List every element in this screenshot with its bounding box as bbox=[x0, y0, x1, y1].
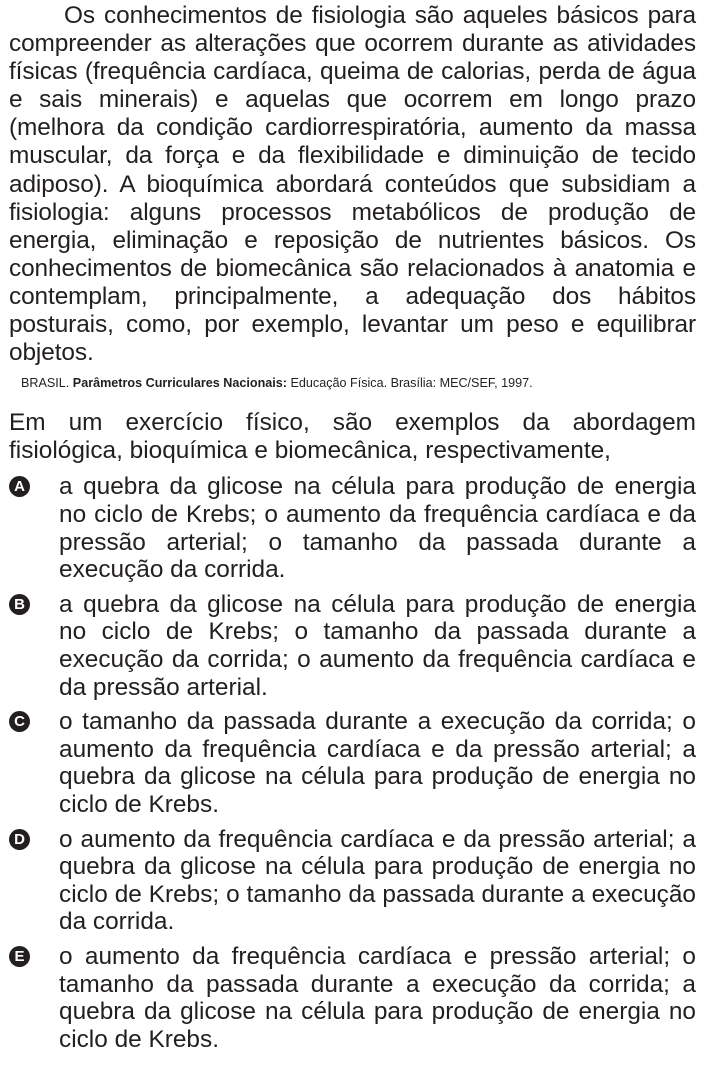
option-b[interactable] bbox=[9, 591, 696, 701]
option-b-text: a quebra da glicose na célula para produção de energia no ciclo de Krebs; o tamanho da passada durante a execução da corrida; o aumento da frequência cardíaca e da pressão arterial. bbox=[59, 590, 696, 701]
option-e[interactable] bbox=[9, 943, 696, 1053]
question-stem: Em um exercício físico, são exemplos da abordagem fisiológica, bioquímica e biomecânica, respectivamente, bbox=[9, 409, 696, 464]
option-c-text: o tamanho da passada durante a execução da corrida; o aumento da frequência cardíaca e da pressão arterial; a quebra da glicose na célula para produção de energia no ciclo de Krebs. bbox=[59, 708, 696, 818]
option-a[interactable] bbox=[9, 473, 696, 583]
option-d-text: o aumento da frequência cardíaca e da pressão arterial; a quebra da glicose na célula para produção de energia no ciclo de Krebs; o tamanho da passada durante a execução da corrida. bbox=[59, 825, 696, 936]
question-page bbox=[9, 2, 696, 1060]
source-author: BRASIL. bbox=[21, 376, 73, 391]
option-a-text: a quebra da glicose na célula para produção de energia no ciclo de Krebs; o aumento da frequência cardíaca e da pressão arterial; o tamanho da passada durante a execução da corrida. bbox=[59, 473, 696, 584]
option-e-letter-icon: E bbox=[9, 946, 30, 967]
option-c-letter-icon: C bbox=[9, 711, 30, 732]
option-c[interactable] bbox=[9, 708, 696, 818]
option-d[interactable] bbox=[9, 826, 696, 936]
passage-text: Os conhecimentos de fisiologia são aqueles básicos para compreender as alterações que ocorrem durante as atividades físicas (frequência cardíaca, queima de calorias, perda de água e sais minerais) e aquelas que ocorrem em longo prazo (melhora da condição cardiorrespiratória, aumento da massa muscular, da força e da flexibilidade e diminuição de tecido adiposo). A bioquímica abordará conteúdos que subsidiam a fisiologia: alguns processos metabólicos de produção de energia, eliminação e reposição de nutrientes básicos. Os conhecimentos de biomecânica são relacionados à anatomia e contemplam, principalmente, a adequação dos hábitos posturais, como, por exemplo, levantar um peso e equilibrar objetos. bbox=[9, 2, 696, 367]
option-e-text: o aumento da frequência cardíaca e pressão arterial; o tamanho da passada durante a execução da corrida; a quebra da glicose na célula para produção de energia no ciclo de Krebs. bbox=[59, 942, 696, 1053]
answer-options bbox=[9, 473, 696, 1053]
option-d-letter-icon: D bbox=[9, 829, 30, 850]
source-details: Educação Física. Brasília: MEC/SEF, 1997. bbox=[286, 376, 533, 391]
source-title: Parâmetros Curriculares Nacionais: bbox=[72, 376, 287, 391]
option-a-letter-icon: A bbox=[9, 476, 30, 497]
source-citation bbox=[21, 375, 696, 391]
option-b-letter-icon: B bbox=[9, 594, 30, 615]
